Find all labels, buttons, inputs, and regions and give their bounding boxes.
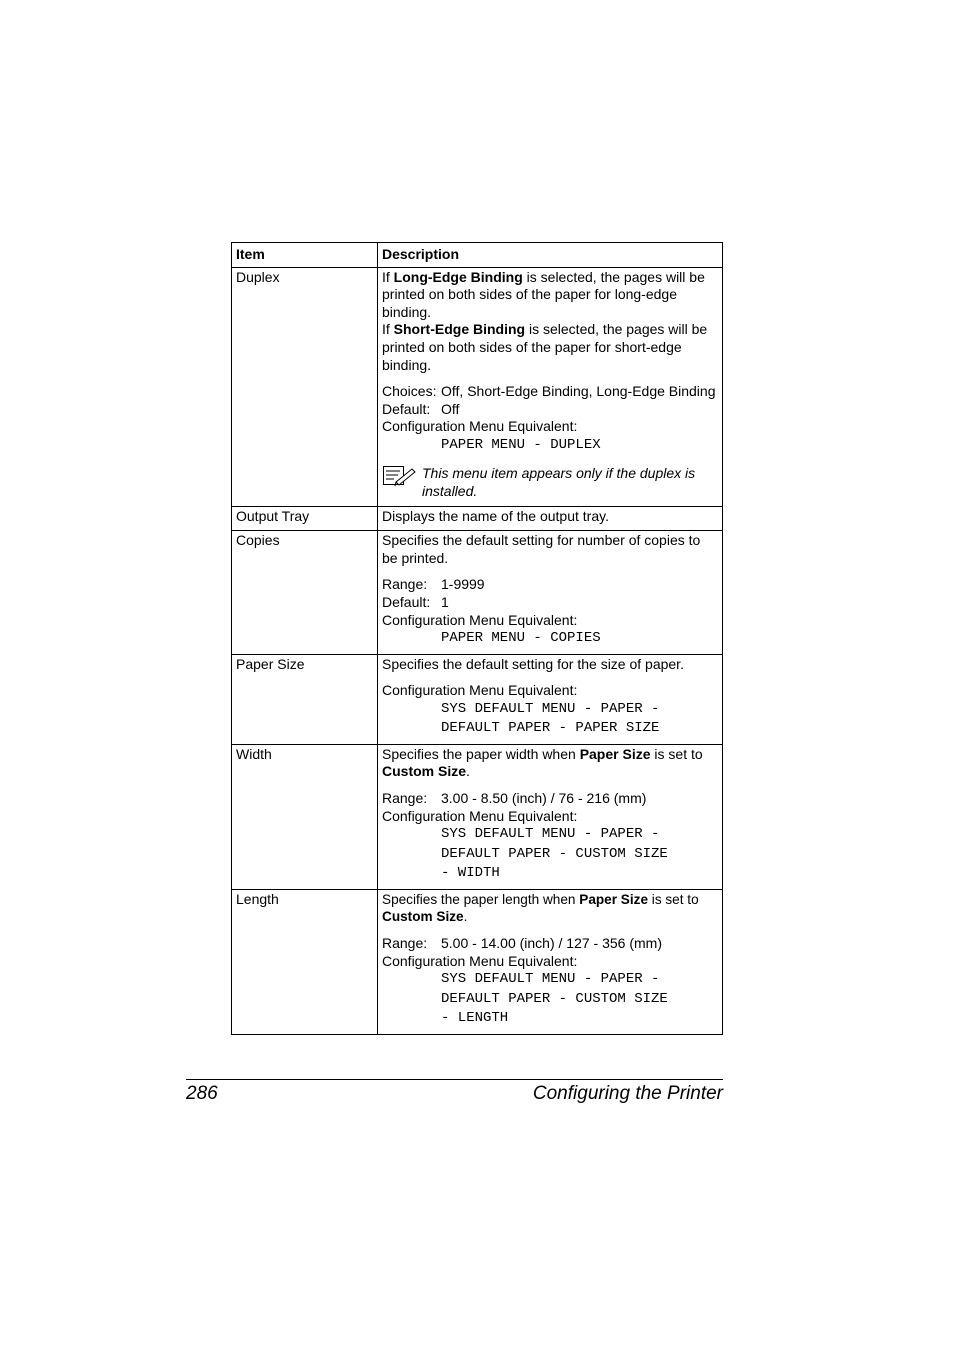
row-description-width <box>378 744 723 889</box>
width-desc: Specifies the paper width when Paper Size is set to Custom Size. <box>382 745 703 780</box>
length-config-label: Configuration Menu Equivalent: <box>382 952 578 969</box>
chapter-title: Configuring the Printer <box>532 1083 723 1104</box>
footer-divider <box>186 1079 723 1080</box>
row-description-copies <box>378 531 723 654</box>
copies-menu-path: PAPER MENU - COPIES <box>441 630 601 647</box>
duplex-long-edge-text: If Long-Edge Binding is selected, the pages will be printed on both sides of the paper for long-edge binding. <box>382 268 705 320</box>
note-pencil-icon <box>382 465 422 500</box>
copies-desc: Specifies the default setting for number of copies to be printed. <box>382 532 701 566</box>
duplex-short-edge-text: If Short-Edge Binding is selected, the pages will be printed on both sides of the paper for short-edge binding. <box>382 321 708 373</box>
copies-range: Range: 1-9999 <box>382 576 485 593</box>
header-item: Item <box>232 243 378 268</box>
paper-size-desc: Specifies the default setting for the size of paper. <box>382 655 684 672</box>
table-row <box>232 267 723 506</box>
table-row <box>232 531 723 654</box>
row-description-duplex <box>378 267 723 506</box>
duplex-default: Default: Off <box>382 400 460 417</box>
row-description-length <box>378 889 723 1034</box>
duplex-note-text: This menu item appears only if the duplex is installed. <box>422 465 696 500</box>
copies-config-label: Configuration Menu Equivalent: <box>382 611 578 628</box>
duplex-note <box>382 465 719 500</box>
length-range: Range: 5.00 - 14.00 (inch) / 127 - 356 (mm) <box>382 934 662 951</box>
row-item-width: Width <box>232 744 378 889</box>
duplex-choices: Choices: Off, Short-Edge Binding, Long-Edge Binding <box>382 383 716 400</box>
width-menu-path-2: DEFAULT PAPER - CUSTOM SIZE <box>441 845 668 862</box>
table-row <box>232 744 723 889</box>
paper-size-config-label: Configuration Menu Equivalent: <box>382 682 578 699</box>
width-menu-path-1: SYS DEFAULT MENU - PAPER - <box>441 826 660 843</box>
row-item-paper-size: Paper Size <box>232 654 378 744</box>
row-description-paper-size <box>378 654 723 744</box>
row-item-output-tray: Output Tray <box>232 506 378 531</box>
row-item-copies: Copies <box>232 531 378 654</box>
row-item-length: Length <box>232 889 378 1034</box>
length-menu-path-1: SYS DEFAULT MENU - PAPER - <box>441 971 660 988</box>
duplex-menu-path: PAPER MENU - DUPLEX <box>441 436 601 453</box>
length-menu-path-2: DEFAULT PAPER - CUSTOM SIZE <box>441 990 668 1007</box>
table-row <box>232 889 723 1034</box>
length-menu-path-3: - LENGTH <box>441 1010 509 1027</box>
duplex-config-label: Configuration Menu Equivalent: <box>382 418 578 435</box>
copies-default: Default: 1 <box>382 594 449 610</box>
length-desc: Specifies the paper length when Paper Size is set to Custom Size. <box>382 891 699 925</box>
header-description: Description <box>378 243 723 268</box>
width-config-label: Configuration Menu Equivalent: <box>382 807 578 824</box>
row-item-duplex: Duplex <box>232 267 378 506</box>
settings-table <box>231 242 723 1035</box>
width-range: Range: 3.00 - 8.50 (inch) / 76 - 216 (mm) <box>382 790 647 807</box>
table-header-row <box>232 243 723 268</box>
row-description-output-tray: Displays the name of the output tray. <box>378 506 723 531</box>
paper-size-menu-path-1: SYS DEFAULT MENU - PAPER - <box>441 700 660 717</box>
page-number: 286 <box>186 1083 218 1104</box>
paper-size-menu-path-2: DEFAULT PAPER - PAPER SIZE <box>441 720 660 737</box>
table-row <box>232 506 723 531</box>
width-menu-path-3: - WIDTH <box>441 865 500 882</box>
table-row <box>232 654 723 744</box>
